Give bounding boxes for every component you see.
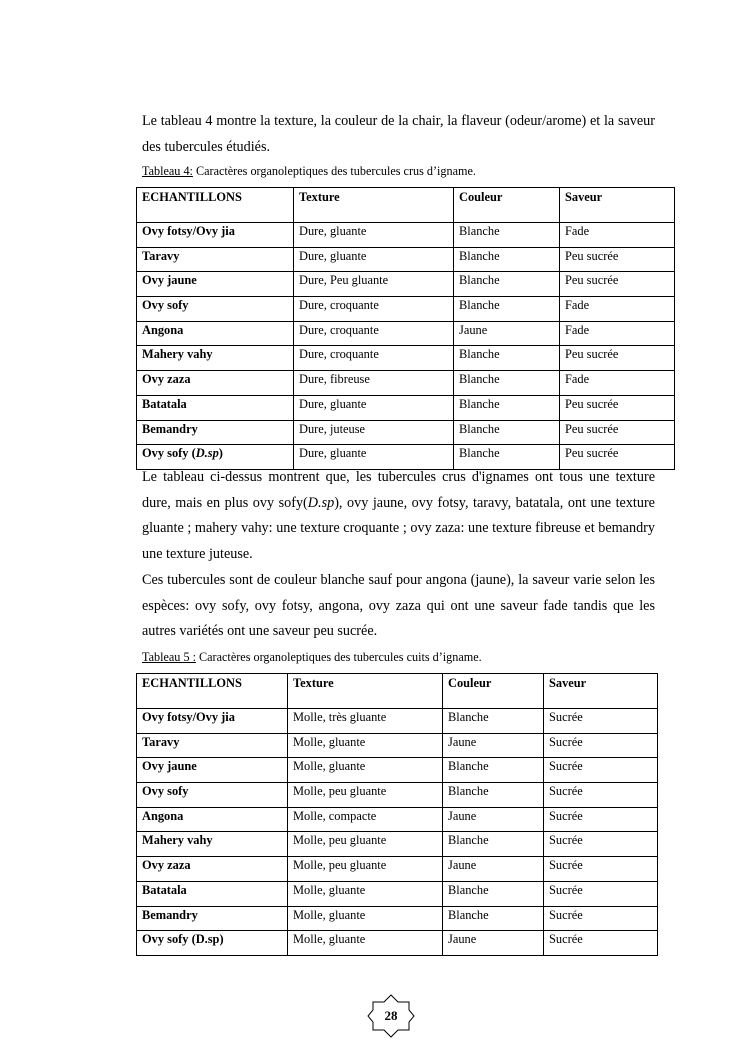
intro-paragraph: Le tableau 4 montre la texture, la couleur de la chair, la flaveur (odeur/arome) et la saveur des tubercules étudiés. (142, 113, 655, 155)
page-number-text: 28 (384, 1008, 398, 1023)
color-cell: Blanche (454, 395, 560, 420)
page-number (367, 994, 415, 1038)
table5-caption-label: Tableau 5 : (142, 650, 196, 664)
taste-cell: Sucrée (544, 709, 658, 734)
table-row (137, 857, 658, 882)
table-4 (136, 187, 675, 470)
table-5 (136, 673, 658, 956)
texture-cell: Dure, gluante (294, 223, 454, 248)
color-cell: Jaune (443, 807, 544, 832)
color-cell: Blanche (443, 783, 544, 808)
taste-cell: Sucrée (544, 857, 658, 882)
texture-cell: Molle, très gluante (288, 709, 443, 734)
table-row (137, 247, 675, 272)
header-cell: Couleur (454, 188, 560, 223)
taste-cell: Sucrée (544, 807, 658, 832)
sample-name-cell: Mahery vahy (137, 346, 294, 371)
taste-cell: Peu sucrée (560, 346, 675, 371)
color-cell: Blanche (443, 758, 544, 783)
color-cell: Blanche (454, 445, 560, 470)
table-row (137, 420, 675, 445)
table-row (137, 346, 675, 371)
texture-cell: Molle, gluante (288, 906, 443, 931)
sample-name-cell: Angona (137, 321, 294, 346)
header-cell: Couleur (443, 674, 544, 709)
sample-name-cell: Ovy zaza (137, 371, 294, 396)
texture-cell: Molle, gluante (288, 931, 443, 956)
sample-name-cell: Taravy (137, 247, 294, 272)
table4-caption (142, 164, 476, 179)
discussion-paragraph-2: Ces tubercules sont de couleur blanche sauf pour angona (jaune), la saveur varie selon les espèces: ovy sofy, ovy fotsy, angona, ovy zaza qui ont une saveur fade tandis que les autres variétés ont une saveur peu sucrée. (142, 572, 655, 639)
table4-caption-text: Caractères organoleptiques des tubercules crus d’igname. (192, 164, 476, 178)
taste-cell: Sucrée (544, 881, 658, 906)
texture-cell: Molle, gluante (288, 881, 443, 906)
discussion-paragraph-1 (142, 465, 655, 567)
table-row (137, 272, 675, 297)
sample-name-cell: Bemandry (137, 906, 288, 931)
table-row (137, 931, 658, 956)
table-row (137, 321, 675, 346)
taste-cell: Fade (560, 297, 675, 322)
sample-name-cell: Bemandry (137, 420, 294, 445)
texture-cell: Molle, gluante (288, 758, 443, 783)
color-cell: Blanche (454, 247, 560, 272)
taste-cell: Fade (560, 223, 675, 248)
color-cell: Jaune (443, 733, 544, 758)
header-cell: Texture (288, 674, 443, 709)
header-cell: Texture (294, 188, 454, 223)
table-row (137, 223, 675, 248)
sample-name-cell: Ovy sofy (137, 783, 288, 808)
table-row (137, 832, 658, 857)
texture-cell: Dure, fibreuse (294, 371, 454, 396)
taste-cell: Peu sucrée (560, 247, 675, 272)
table-row (137, 906, 658, 931)
color-cell: Blanche (454, 223, 560, 248)
texture-cell: Dure, gluante (294, 445, 454, 470)
header-cell: ECHANTILLONS (137, 188, 294, 223)
sample-name-cell: Ovy sofy (D.sp) (137, 931, 288, 956)
table4-caption-label: Tableau 4: (142, 164, 193, 178)
texture-cell: Dure, gluante (294, 395, 454, 420)
table-row (137, 297, 675, 322)
sample-name-cell: Ovy zaza (137, 857, 288, 882)
header-cell: Saveur (560, 188, 675, 223)
taste-cell: Sucrée (544, 906, 658, 931)
sample-name-species: D.sp (195, 446, 219, 461)
taste-cell: Fade (560, 321, 675, 346)
texture-cell: Molle, peu gluante (288, 832, 443, 857)
color-cell: Blanche (454, 346, 560, 371)
taste-cell: Peu sucrée (560, 395, 675, 420)
sample-name-cell: Ovy jaune (137, 272, 294, 297)
discussion-text-b: ), ovy jaune, ovy fotsy, taravy, batatala, ont une texture gluante ; mahery vahy: une texture croquante ; ovy zaza: une texture fibreuse et bemandry une texture juteuse. (142, 494, 655, 562)
table5-caption-text: Caractères organoleptiques des tubercules cuits d’igname. (195, 650, 482, 664)
color-cell: Blanche (443, 906, 544, 931)
sample-name-prefix: Ovy sofy ( (142, 446, 196, 461)
table-row (137, 881, 658, 906)
sample-name-cell: Ovy sofy (137, 297, 294, 322)
taste-cell: Peu sucrée (560, 445, 675, 470)
table-row (137, 371, 675, 396)
taste-cell: Sucrée (544, 783, 658, 808)
table-row (137, 395, 675, 420)
texture-cell: Dure, gluante (294, 247, 454, 272)
color-cell: Blanche (454, 420, 560, 445)
sample-name-cell: Mahery vahy (137, 832, 288, 857)
sample-name-suffix: ) (218, 446, 223, 461)
sample-name-cell: Batatala (137, 881, 288, 906)
sample-name-cell: Ovy fotsy/Ovy jia (137, 709, 288, 734)
color-cell: Jaune (443, 931, 544, 956)
texture-cell: Molle, compacte (288, 807, 443, 832)
color-cell: Blanche (443, 709, 544, 734)
color-cell: Blanche (454, 371, 560, 396)
texture-cell: Dure, juteuse (294, 420, 454, 445)
texture-cell: Molle, gluante (288, 733, 443, 758)
color-cell: Jaune (454, 321, 560, 346)
table-row (137, 807, 658, 832)
taste-cell: Peu sucrée (560, 420, 675, 445)
color-cell: Blanche (454, 297, 560, 322)
texture-cell: Dure, croquante (294, 346, 454, 371)
taste-cell: Fade (560, 371, 675, 396)
texture-cell: Dure, croquante (294, 321, 454, 346)
taste-cell: Sucrée (544, 733, 658, 758)
sample-name-cell: Taravy (137, 733, 288, 758)
texture-cell: Molle, peu gluante (288, 783, 443, 808)
discussion-text-a: Le tableau ci-dessus montrent que, les tubercules crus d'ignames ont tous une texture dure, mais en plus ovy sofy( (142, 469, 655, 511)
sample-name-cell: Angona (137, 807, 288, 832)
taste-cell: Sucrée (544, 758, 658, 783)
table-row (137, 733, 658, 758)
discussion-species: D.sp (307, 494, 335, 511)
sample-name-cell: Ovy jaune (137, 758, 288, 783)
texture-cell: Dure, Peu gluante (294, 272, 454, 297)
taste-cell: Sucrée (544, 931, 658, 956)
texture-cell: Dure, croquante (294, 297, 454, 322)
color-cell: Blanche (454, 272, 560, 297)
header-cell: ECHANTILLONS (137, 674, 288, 709)
color-cell: Blanche (443, 832, 544, 857)
taste-cell: Sucrée (544, 832, 658, 857)
table-row (137, 783, 658, 808)
color-cell: Jaune (443, 857, 544, 882)
color-cell: Blanche (443, 881, 544, 906)
sample-name-cell: Batatala (137, 395, 294, 420)
table5-caption (142, 650, 482, 665)
texture-cell: Molle, peu gluante (288, 857, 443, 882)
taste-cell: Peu sucrée (560, 272, 675, 297)
table-header-row (137, 674, 658, 709)
table-row (137, 758, 658, 783)
header-cell: Saveur (544, 674, 658, 709)
table-header-row (137, 188, 675, 223)
sample-name-cell: Ovy fotsy/Ovy jia (137, 223, 294, 248)
table-row (137, 709, 658, 734)
